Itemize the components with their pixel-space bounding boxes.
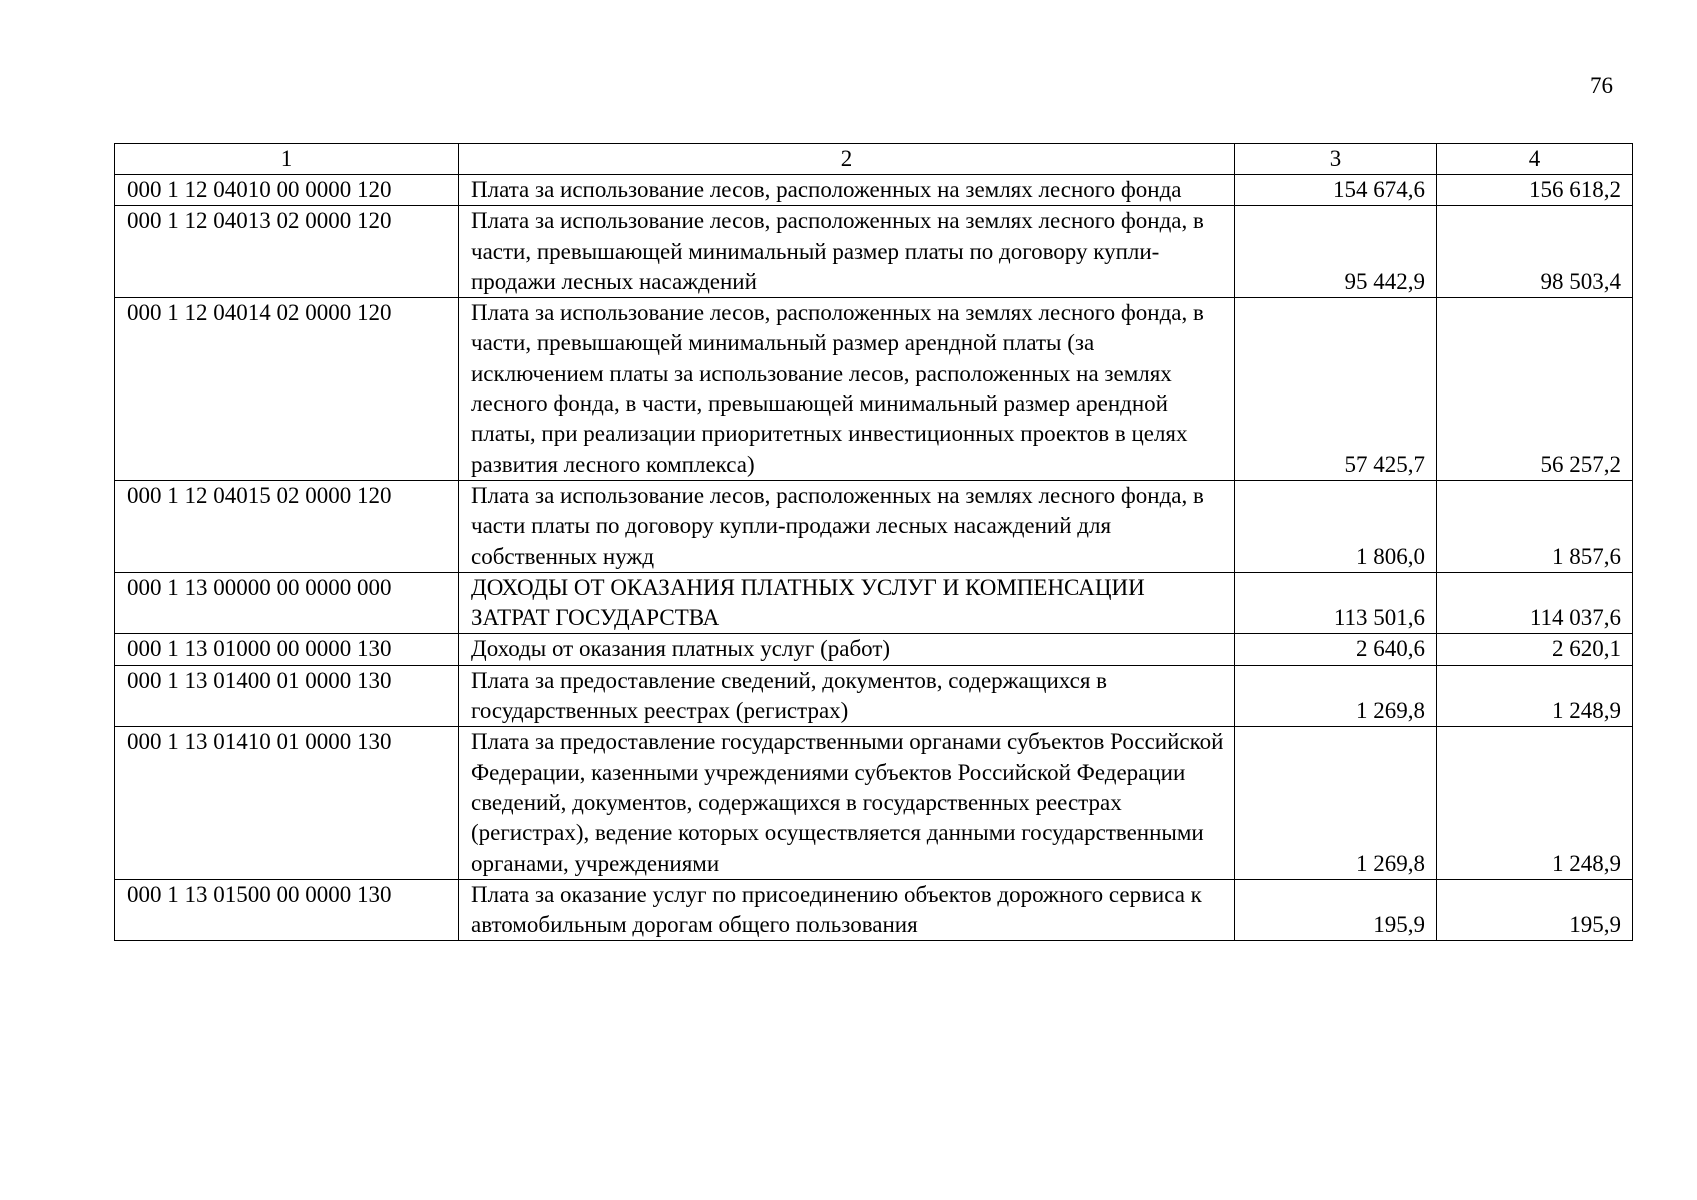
row-value-col4: 195,9 — [1437, 879, 1633, 941]
row-value-col4: 56 257,2 — [1437, 298, 1633, 481]
row-value-col3: 57 425,7 — [1235, 298, 1437, 481]
row-value-col3: 2 640,6 — [1235, 634, 1437, 665]
row-code: 000 1 13 01000 00 0000 130 — [115, 634, 459, 665]
row-value-col4: 156 618,2 — [1437, 175, 1633, 206]
row-code: 000 1 13 01500 00 0000 130 — [115, 879, 459, 941]
row-code: 000 1 12 04015 02 0000 120 — [115, 480, 459, 572]
row-code: 000 1 12 04010 00 0000 120 — [115, 175, 459, 206]
row-value-col4: 114 037,6 — [1437, 572, 1633, 634]
row-value-col3: 1 269,8 — [1235, 727, 1437, 879]
row-value-col4: 1 857,6 — [1437, 480, 1633, 572]
row-value-col3: 95 442,9 — [1235, 206, 1437, 298]
row-value-col4: 98 503,4 — [1437, 206, 1633, 298]
row-value-col3: 1 269,8 — [1235, 665, 1437, 727]
row-value-col4: 2 620,1 — [1437, 634, 1633, 665]
table-row — [115, 727, 1633, 879]
table-row — [115, 206, 1633, 298]
row-value-col4: 1 248,9 — [1437, 665, 1633, 727]
table-row — [115, 175, 1633, 206]
table-row — [115, 634, 1633, 665]
row-value-col4: 1 248,9 — [1437, 727, 1633, 879]
row-value-col3: 1 806,0 — [1235, 480, 1437, 572]
row-code: 000 1 12 04013 02 0000 120 — [115, 206, 459, 298]
budget-table — [114, 143, 1633, 941]
row-name: ДОХОДЫ ОТ ОКАЗАНИЯ ПЛАТНЫХ УСЛУГ И КОМПЕНСАЦИИ ЗАТРАТ ГОСУДАРСТВА — [459, 572, 1235, 634]
page-number: 76 — [1590, 73, 1613, 98]
row-name: Плата за оказание услуг по присоединению объектов дорожного сервиса к автомобильным дорогам общего пользования — [459, 879, 1235, 941]
header-col-4: 4 — [1437, 144, 1633, 175]
row-name: Доходы от оказания платных услуг (работ) — [459, 634, 1235, 665]
row-code: 000 1 12 04014 02 0000 120 — [115, 298, 459, 481]
row-value-col3: 195,9 — [1235, 879, 1437, 941]
table-row — [115, 665, 1633, 727]
header-col-1: 1 — [115, 144, 459, 175]
table-row — [115, 480, 1633, 572]
row-code: 000 1 13 00000 00 0000 000 — [115, 572, 459, 634]
row-code: 000 1 13 01410 01 0000 130 — [115, 727, 459, 879]
row-name: Плата за использование лесов, расположенных на землях лесного фонда, в части платы по договору купли-продажи лесных насаждений для собственных нужд — [459, 480, 1235, 572]
table-header-row — [115, 144, 1633, 175]
row-name: Плата за использование лесов, расположенных на землях лесного фонда, в части, превышающей минимальный размер арендной платы (за исключением платы за использование лесов, расположенных на землях лесного фонда, в части, превышающей минимальный размер арендной платы, при реализации приоритетных инвестиционных проектов в целях развития лесного комплекса) — [459, 298, 1235, 481]
row-value-col3: 113 501,6 — [1235, 572, 1437, 634]
row-code: 000 1 13 01400 01 0000 130 — [115, 665, 459, 727]
header-col-3: 3 — [1235, 144, 1437, 175]
row-name: Плата за использование лесов, расположенных на землях лесного фонда — [459, 175, 1235, 206]
table-row — [115, 298, 1633, 481]
table-row — [115, 572, 1633, 634]
row-name: Плата за предоставление государственными органами субъектов Российской Федерации, казенными учреждениями субъектов Российской Федерации сведений, документов, содержащихся в государственных реестрах (регистрах), ведение которых осуществляется данными государственными органами, учреждениями — [459, 727, 1235, 879]
table-row — [115, 879, 1633, 941]
row-name: Плата за предоставление сведений, документов, содержащихся в государственных реестрах (регистрах) — [459, 665, 1235, 727]
row-name: Плата за использование лесов, расположенных на землях лесного фонда, в части, превышающей минимальный размер платы по договору купли-продажи лесных насаждений — [459, 206, 1235, 298]
header-col-2: 2 — [459, 144, 1235, 175]
row-value-col3: 154 674,6 — [1235, 175, 1437, 206]
